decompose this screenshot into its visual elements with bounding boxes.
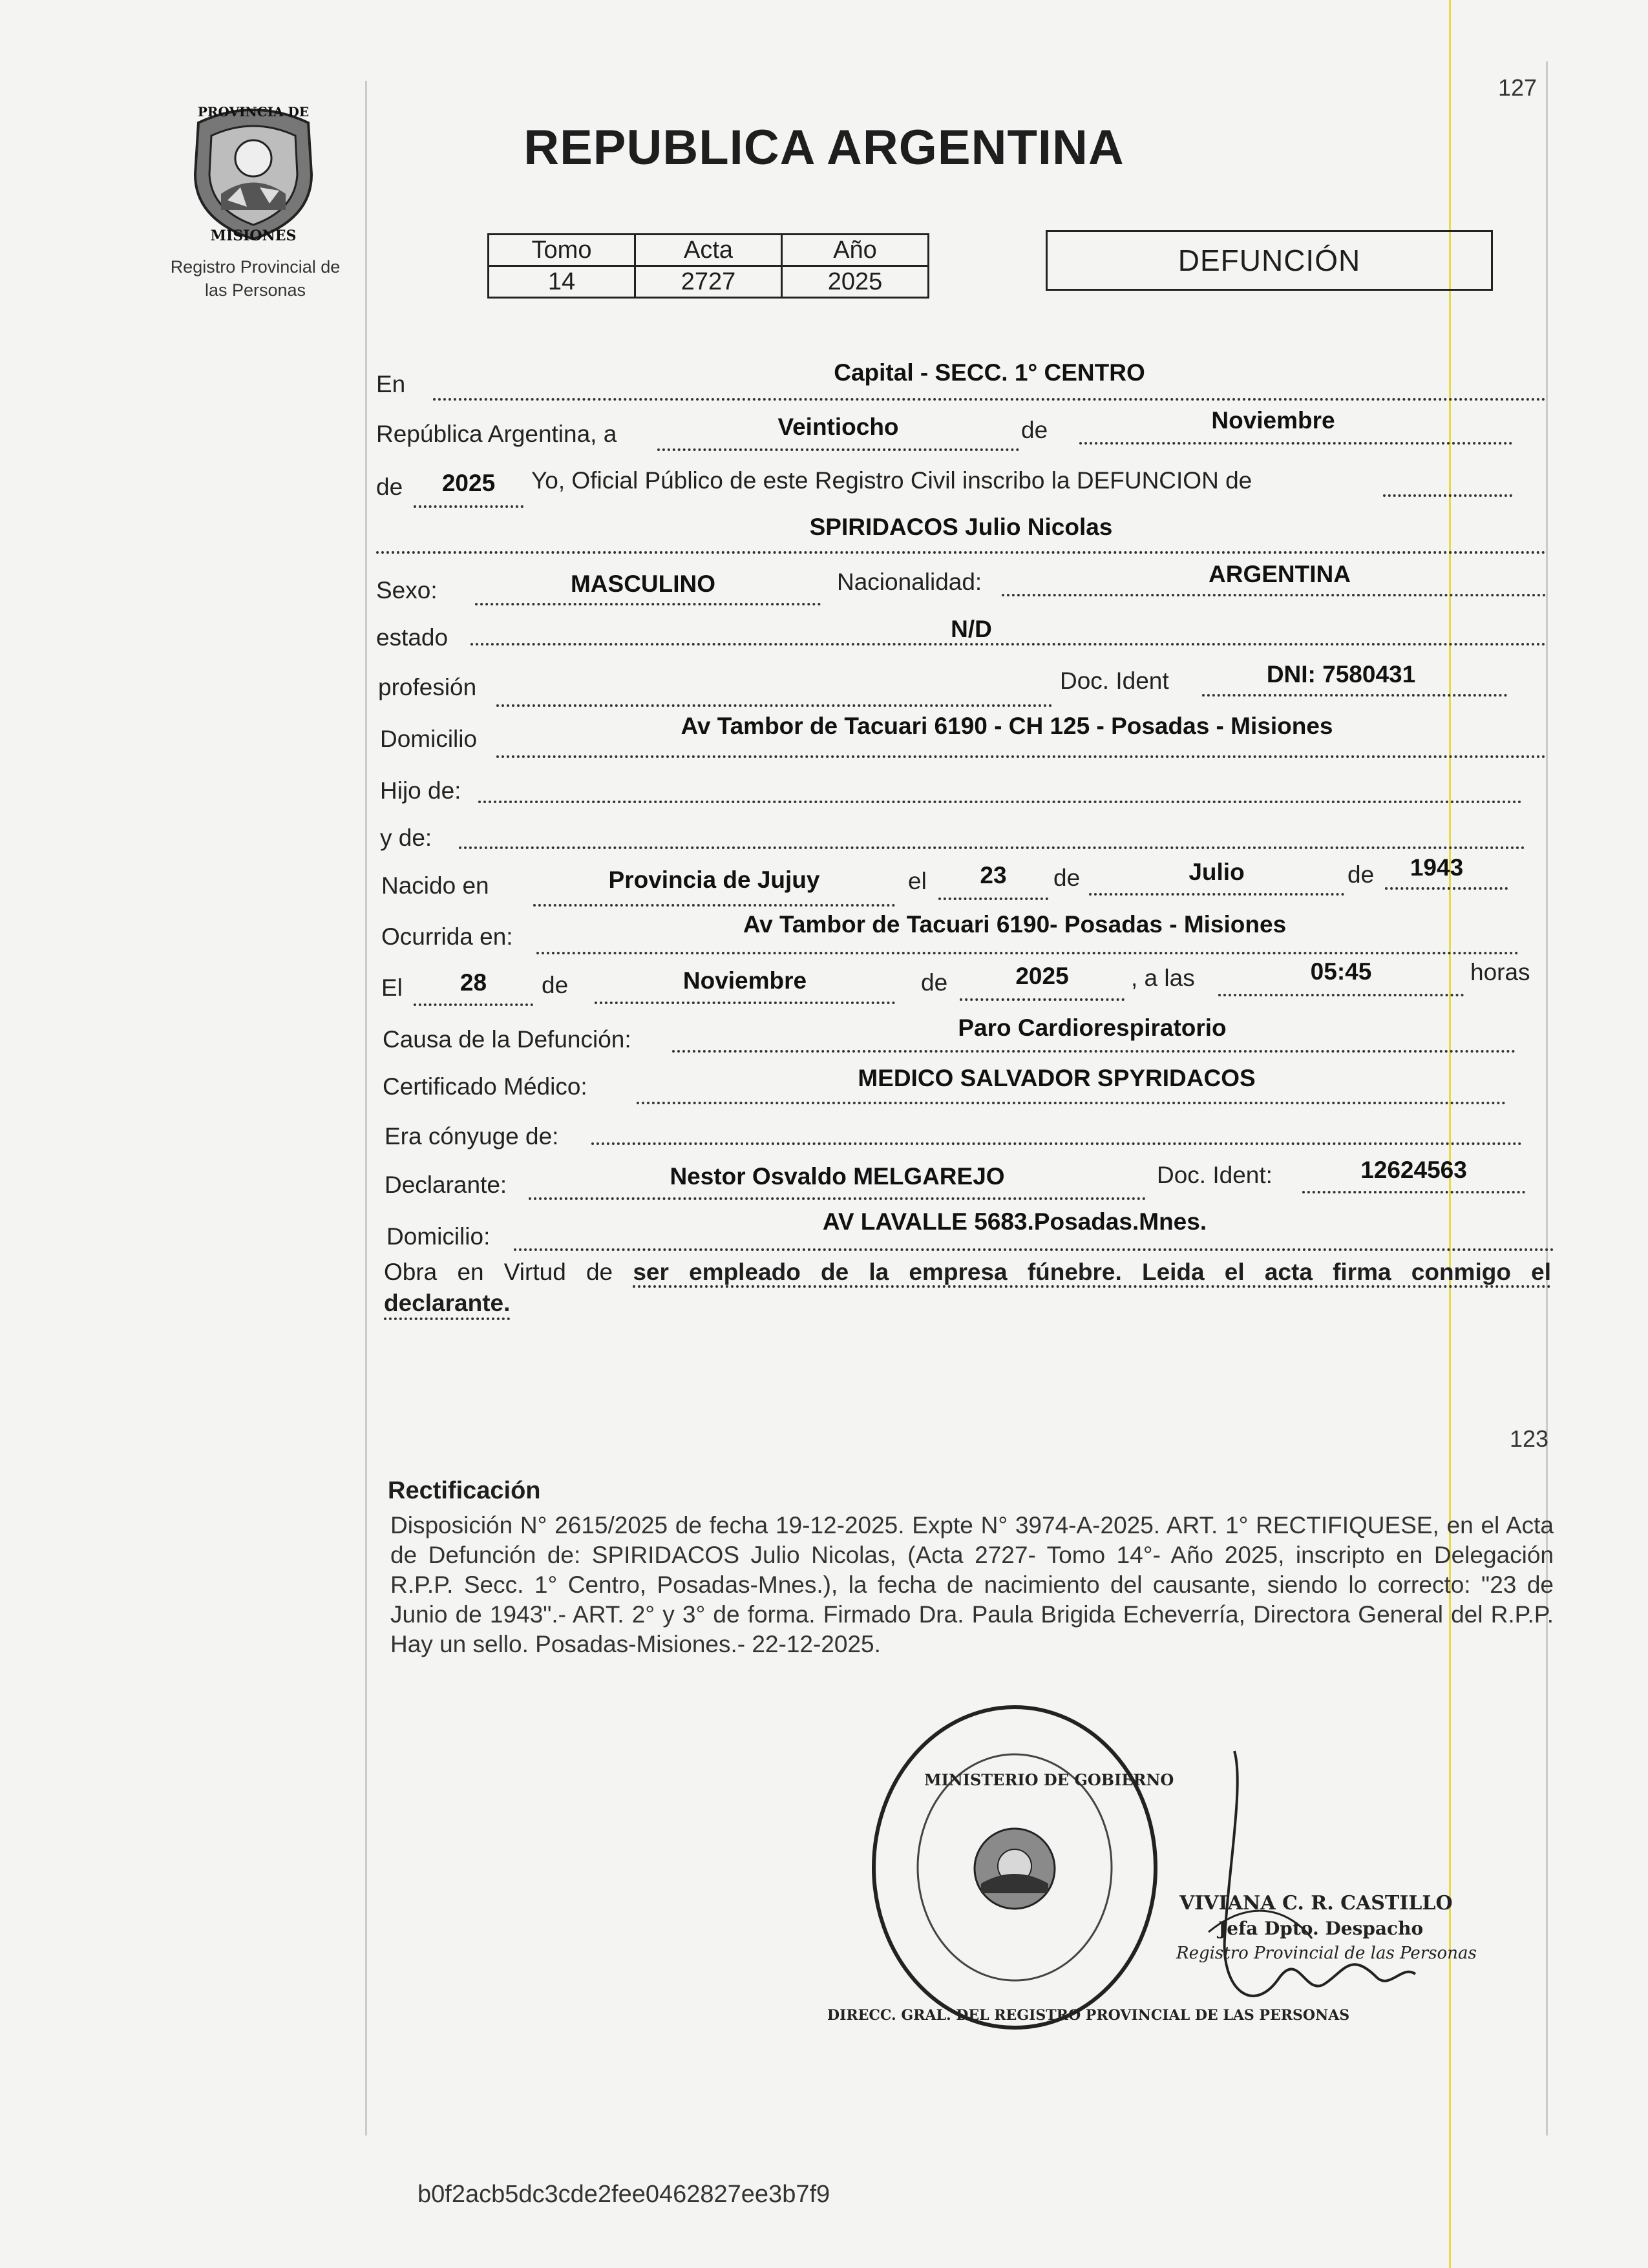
page-number: 127 (1498, 74, 1537, 101)
label-de-mes: de (1021, 417, 1048, 443)
left-margin-rule (365, 81, 367, 2136)
value-dia-defuncion: 28 (460, 969, 487, 996)
dots-anio-defuncion (960, 998, 1125, 1001)
dots-hijo-de (478, 801, 1522, 803)
label-certificado: Certificado Médico: (383, 1073, 587, 1100)
label-estado: estado (376, 624, 449, 651)
value-anio-inscripcion: 2025 (441, 470, 496, 496)
ref-value-tomo: 14 (489, 266, 635, 298)
value-lugar: Capital - SECC. 1° CENTRO (834, 359, 1145, 386)
label-de-anio-defuncion: de (921, 969, 948, 996)
page-title: REPUBLICA ARGENTINA (523, 120, 1125, 175)
label-republica: República Argentina, a (376, 421, 617, 447)
label-de-anio-nacimiento: de (1347, 861, 1375, 888)
value-ocurrida-en: Av Tambor de Tacuari 6190- Posadas - Misiones (743, 911, 1287, 938)
value-nacionalidad: ARGENTINA (1209, 561, 1351, 587)
rectificacion-body: Disposición N° 2615/2025 de fecha 19-12-2025. Expte N° 3974-A-2025. ART. 1° RECTIFIQUESE, en el Acta de Defunción de: SPIRIDACOS Julio Nicolas, (Acta 2727- Tomo 14°- Año 2025, inscripto en Delegación R.P.P. Secc. 1° Centro, Posadas-Mnes.), la fecha de nacimiento del causante, siendo lo correcto: "23 de Junio de 1943".- ART. 2° y 3° de forma. Firmado Dra. Paula Brigida Echeverría, Directora General del R.P.P. Hay un sello. Posadas-Misiones.- 22-12-2025. (390, 1512, 1554, 1657)
label-de-mes-defuncion: de (542, 972, 569, 998)
label-en: En (376, 371, 406, 397)
label-obra-en-virtud: Obra en Virtud de (384, 1259, 613, 1285)
dots-estado (470, 643, 1546, 646)
label-profesion: profesión (378, 674, 477, 700)
value-estado: N/D (951, 616, 992, 642)
dots-mes-nacimiento (1089, 893, 1344, 896)
label-nacido-en: Nacido en (381, 872, 489, 899)
value-obra-en-virtud-2: declarante. (384, 1290, 511, 1316)
dots-sexo (475, 603, 821, 605)
value-documento: DNI: 7580431 (1266, 661, 1416, 688)
dots-dia-nacimiento (938, 898, 1048, 900)
value-lugar-nacimiento: Provincia de Jujuy (608, 866, 820, 893)
emblem-text-top: PROVINCIA DE (197, 104, 310, 120)
signature-office: Registro Provincial de las Personas (1176, 1944, 1477, 1963)
dots-causa (672, 1050, 1516, 1053)
document-hash: b0f2acb5dc3cde2fee0462827ee3b7f9 (417, 2181, 830, 2208)
emblem-text-bottom: MISIONES (210, 227, 297, 244)
stamp-ring-text: DIRECC. GRAL. DEL REGISTRO PROVINCIAL DE LAS PERSONAS (827, 2007, 1350, 2024)
value-anio-nacimiento: 1943 (1410, 854, 1464, 881)
dots-ocurrida-en (536, 952, 1519, 954)
dots-lugar (433, 398, 1546, 401)
dots-declarante (529, 1197, 1146, 1200)
dots-conyuge (591, 1142, 1522, 1145)
label-hijo-de: Hijo de: (380, 777, 461, 804)
label-a-las: , a las (1131, 965, 1195, 991)
value-dia-inscripcion: Veintiocho (777, 414, 899, 440)
value-mes-inscripcion: Noviembre (1211, 407, 1335, 434)
value-declarante: Nestor Osvaldo MELGAREJO (670, 1163, 1005, 1190)
value-domicilio: Av Tambor de Tacuari 6190 - CH 125 - Posadas - Misiones (681, 713, 1333, 739)
ref-value-anio: 2025 (782, 266, 929, 298)
ref-header-tomo: Tomo (489, 235, 635, 266)
ref-header-acta: Acta (635, 235, 782, 266)
dots-nacionalidad (1002, 594, 1546, 596)
dots-profesion (496, 704, 1052, 707)
label-el-defuncion: El (381, 974, 403, 1001)
label-domicilio-declarante: Domicilio: (386, 1223, 491, 1250)
value-mes-nacimiento: Julio (1188, 859, 1245, 885)
dots-hora (1218, 994, 1464, 996)
right-margin-rule (1546, 61, 1548, 2136)
value-dia-nacimiento: 23 (980, 862, 1007, 888)
value-certificado: MEDICO SALVADOR SPYRIDACOS (858, 1065, 1256, 1091)
dots-lugar-nacimiento (533, 904, 895, 907)
dots-domicilio (496, 755, 1546, 758)
value-declarante-domicilio: AV LAVALLE 5683.Posadas.Mnes. (822, 1208, 1207, 1235)
registry-label-line1: Registro Provincial de (170, 257, 341, 277)
label-conyuge: Era cónyuge de: (385, 1123, 559, 1150)
ref-value-acta: 2727 (635, 266, 782, 298)
reference-table (487, 233, 929, 299)
signature (1183, 1745, 1474, 2022)
label-ocurrida-en: Ocurrida en: (381, 923, 513, 950)
registry-label (149, 255, 362, 302)
label-sexo: Sexo: (376, 577, 438, 604)
record-type-box: DEFUNCIÓN (1046, 230, 1493, 291)
dots-declarante-doc (1302, 1191, 1525, 1193)
label-de-anio: de (376, 474, 403, 500)
rectificacion-title: Rectificación (388, 1477, 541, 1504)
reference-table-header-row (489, 235, 929, 266)
dots-declarante-domicilio (514, 1248, 1554, 1251)
value-causa: Paro Cardiorespiratorio (958, 1014, 1227, 1041)
signature-role: Jefa Dpto. Despacho (1218, 1918, 1424, 1939)
label-doc-ident: Doc. Ident (1060, 667, 1169, 694)
label-doc-ident-declarante: Doc. Ident: (1157, 1162, 1273, 1188)
dots-anio-inscripcion (414, 505, 523, 508)
dots-documento (1202, 694, 1507, 697)
signature-name: VIVIANA C. R. CASTILLO (1179, 1892, 1453, 1915)
dots-y-de (459, 846, 1525, 849)
dots-defuncion-de (1383, 494, 1512, 497)
dots-nombre (376, 551, 1546, 554)
value-hora: 05:45 (1310, 958, 1372, 985)
obra-en-virtud-line (384, 1257, 1551, 1287)
dots-anio-nacimiento (1385, 887, 1508, 890)
dots-mes-defuncion (595, 1002, 895, 1004)
label-yo-oficial: Yo, Oficial Público de este Registro Civil inscribo la DEFUNCION de (531, 467, 1252, 494)
label-el-nacimiento: el (908, 868, 927, 894)
dots-dia-inscripcion (657, 448, 1019, 451)
label-y-de: y de: (380, 824, 432, 851)
label-nacionalidad: Nacionalidad: (837, 569, 982, 595)
dots-certificado (637, 1102, 1506, 1104)
registry-label-line2: las Personas (204, 280, 306, 300)
dots-mes-inscripcion (1079, 442, 1512, 445)
value-obra-en-virtud-1: ser empleado de la empresa fúnebre. Leida el acta firma conmigo el (633, 1259, 1551, 1285)
value-sexo: MASCULINO (570, 571, 716, 597)
label-declarante: Declarante: (385, 1171, 507, 1198)
value-anio-defuncion: 2025 (1015, 963, 1069, 989)
stamp-inner-text: MINISTERIO DE GOBIERNO (924, 1770, 1174, 1789)
ref-header-anio: Año (782, 235, 929, 266)
label-causa: Causa de la Defunción: (383, 1026, 631, 1053)
rectificacion-page-number: 123 (1510, 1425, 1549, 1452)
dots-dia-defuncion (414, 1003, 533, 1006)
label-de-mes-nacimiento: de (1053, 865, 1081, 891)
reference-table-value-row (489, 266, 929, 298)
label-horas: horas (1470, 959, 1530, 985)
value-mes-defuncion: Noviembre (682, 967, 807, 994)
value-nombre: SPIRIDACOS Julio Nicolas (809, 514, 1113, 540)
value-declarante-doc: 12624563 (1360, 1157, 1467, 1183)
label-domicilio: Domicilio (380, 726, 478, 752)
